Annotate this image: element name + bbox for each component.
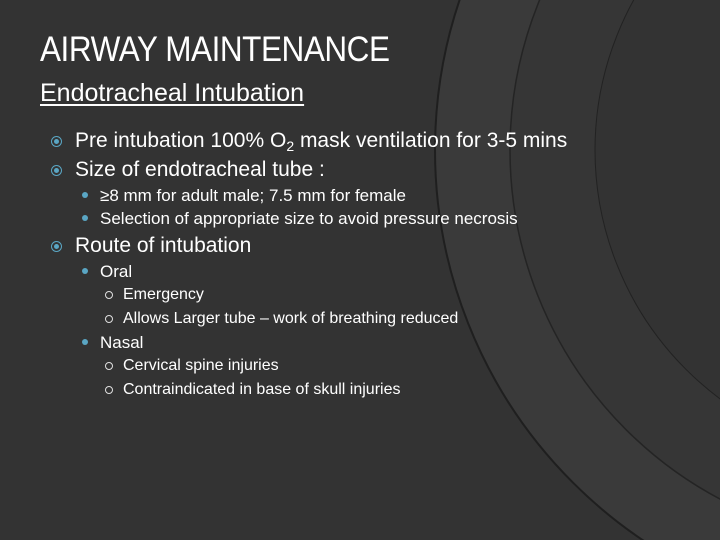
slide-title: AIRWAY MAINTENANCE	[40, 30, 390, 69]
detail-item	[100, 309, 646, 328]
detail-list	[100, 356, 646, 399]
sub-list-item	[75, 186, 646, 206]
bullet-text-part: Pre intubation 100% O	[75, 129, 287, 152]
dot-icon	[82, 215, 88, 221]
sub-list-item	[75, 262, 646, 328]
hollow-circle-icon	[105, 291, 113, 299]
dot-icon	[82, 339, 88, 345]
detail-text: Contraindicated in base of skull injuries	[123, 381, 401, 398]
list-item	[46, 158, 646, 229]
detail-item	[100, 380, 646, 399]
detail-text: Emergency	[123, 286, 204, 303]
bullet-list	[46, 129, 646, 404]
sub-item-text: Nasal	[100, 333, 144, 352]
hollow-circle-icon	[105, 386, 113, 394]
list-item	[46, 129, 646, 153]
sub-list-item	[75, 209, 646, 229]
detail-item	[100, 356, 646, 375]
circled-dot-icon	[51, 241, 62, 252]
bullet-text-part: mask ventilation for 3-5 mins	[294, 129, 568, 152]
bullet-text	[75, 129, 646, 153]
subscript: 2	[286, 138, 295, 154]
dot-icon	[82, 192, 88, 198]
list-item	[46, 234, 646, 399]
detail-list	[100, 285, 646, 328]
detail-item	[100, 285, 646, 304]
bullet-text: Size of endotracheal tube :	[75, 158, 325, 181]
dot-icon	[82, 268, 88, 274]
hollow-circle-icon	[105, 315, 113, 323]
hollow-circle-icon	[105, 362, 113, 370]
slide-subtitle: Endotracheal Intubation	[40, 79, 305, 107]
bullet-text: Route of intubation	[75, 234, 252, 257]
sub-list	[75, 262, 646, 399]
detail-text: Cervical spine injuries	[123, 357, 279, 374]
detail-text: Allows Larger tube – work of breathing reduced	[123, 310, 459, 327]
circled-dot-icon	[51, 165, 62, 176]
sub-item-text: Selection of appropriate size to avoid pressure necrosis	[100, 209, 518, 228]
sub-item-text: Oral	[100, 262, 133, 281]
circled-dot-icon	[51, 136, 62, 147]
sub-list	[75, 186, 646, 229]
sub-item-text: ≥8 mm for adult male; 7.5 mm for female	[100, 186, 406, 205]
sub-list-item	[75, 333, 646, 399]
